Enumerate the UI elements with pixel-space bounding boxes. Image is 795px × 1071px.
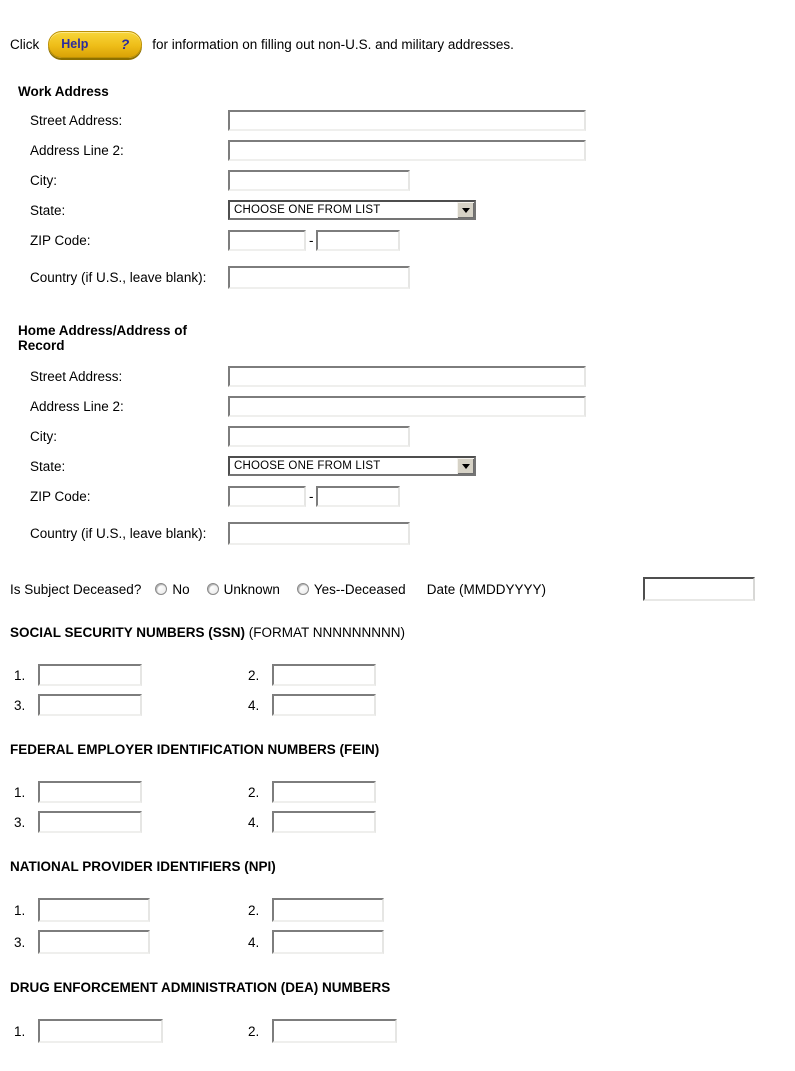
ssn-row-1	[10, 664, 795, 686]
ssn-3-number: 3.	[14, 697, 26, 713]
work-street-input[interactable]	[228, 110, 586, 131]
fein-cell-2	[248, 781, 482, 803]
zip-code-label: ZIP Code:	[30, 488, 91, 504]
deceased-no-label: No	[172, 581, 190, 597]
work-city-row	[10, 165, 795, 195]
npi-cell-4	[248, 930, 482, 954]
home-country-input[interactable]	[228, 522, 410, 545]
npi-cell-3	[14, 930, 248, 954]
home-zip-row	[10, 481, 795, 511]
ssn-2-input[interactable]	[272, 664, 376, 686]
dea-1-number: 1.	[14, 1023, 26, 1039]
work-zip-ext-input[interactable]	[316, 230, 400, 251]
deceased-unknown-label: Unknown	[223, 581, 280, 597]
ssn-cell-2	[248, 664, 482, 686]
work-zip-input[interactable]	[228, 230, 306, 251]
fein-row-2	[10, 811, 795, 833]
dropdown-arrow-icon[interactable]	[457, 202, 474, 218]
home-city-input[interactable]	[228, 426, 410, 447]
help-button[interactable]	[48, 31, 142, 58]
npi-3-input[interactable]	[38, 930, 150, 954]
ssn-4-number: 4.	[248, 697, 260, 713]
help-button-label: Help	[61, 37, 89, 51]
dea-cell-2	[248, 1019, 482, 1043]
home-state-select[interactable]	[228, 456, 476, 476]
dea-1-input[interactable]	[38, 1019, 163, 1043]
fein-1-input[interactable]	[38, 781, 142, 803]
home-state-selected-value: CHOOSE ONE FROM LIST	[234, 460, 381, 472]
npi-2-input[interactable]	[272, 898, 384, 922]
zip-dash-separator: -	[309, 232, 314, 248]
deceased-option-yes[interactable]	[297, 582, 406, 597]
zip-code-label: ZIP Code:	[30, 232, 91, 248]
npi-cell-1	[14, 898, 248, 922]
deceased-option-unknown[interactable]	[207, 582, 280, 597]
deceased-question-label: Is Subject Deceased?	[10, 581, 142, 597]
npi-1-number: 1.	[14, 902, 26, 918]
npi-row-1	[10, 898, 795, 922]
deceased-yes-label: Yes--Deceased	[313, 581, 406, 597]
npi-1-input[interactable]	[38, 898, 150, 922]
ssn-1-input[interactable]	[38, 664, 142, 686]
fein-3-number: 3.	[14, 814, 26, 830]
fein-cell-1	[14, 781, 248, 803]
dea-row-1	[10, 1019, 795, 1043]
state-label: State:	[30, 202, 66, 218]
dea-2-number: 2.	[248, 1023, 260, 1039]
deceased-option-no[interactable]	[155, 582, 189, 597]
intro-suffix-text: for information on filling out non-U.S. and military addresses.	[152, 36, 514, 52]
ssn-cell-4	[248, 694, 482, 716]
down-triangle-icon	[462, 208, 470, 213]
home-address-section	[10, 361, 795, 555]
deceased-unknown-radio[interactable]	[207, 583, 219, 595]
home-line2-row	[10, 391, 795, 421]
fein-cell-4	[248, 811, 482, 833]
dea-grid	[10, 1019, 795, 1043]
ssn-3-input[interactable]	[38, 694, 142, 716]
home-street-input[interactable]	[228, 366, 586, 387]
ssn-row-2	[10, 694, 795, 716]
deceased-row	[10, 575, 795, 603]
work-address-section	[10, 105, 795, 299]
ssn-heading-title: SOCIAL SECURITY NUMBERS (SSN)	[10, 625, 246, 640]
home-address-heading: Home Address/Address of Record	[18, 323, 188, 353]
fein-grid	[10, 781, 795, 833]
npi-4-number: 4.	[248, 934, 260, 950]
fein-4-input[interactable]	[272, 811, 376, 833]
question-mark-icon: ?	[120, 36, 130, 52]
work-line2-row	[10, 135, 795, 165]
deceased-date-input[interactable]	[643, 577, 755, 601]
work-address-heading: Work Address	[18, 84, 109, 99]
city-label: City:	[30, 428, 57, 444]
city-label: City:	[30, 172, 57, 188]
home-address-line2-input[interactable]	[228, 396, 586, 417]
fein-2-input[interactable]	[272, 781, 376, 803]
state-label: State:	[30, 458, 66, 474]
work-state-selected-value: CHOOSE ONE FROM LIST	[234, 204, 381, 216]
dea-2-input[interactable]	[272, 1019, 397, 1043]
work-country-input[interactable]	[228, 266, 410, 289]
fein-2-number: 2.	[248, 784, 260, 800]
ssn-cell-3	[14, 694, 248, 716]
address-line2-label: Address Line 2:	[30, 142, 124, 158]
dea-cell-1	[14, 1019, 248, 1043]
work-address-line2-input[interactable]	[228, 140, 586, 161]
fein-cell-3	[14, 811, 248, 833]
deceased-no-radio[interactable]	[155, 583, 167, 595]
address-line2-label: Address Line 2:	[30, 398, 124, 414]
zip-dash-separator: -	[309, 488, 314, 504]
npi-section-heading: NATIONAL PROVIDER IDENTIFIERS (NPI)	[10, 859, 276, 874]
help-intro-row	[10, 30, 795, 58]
dropdown-arrow-icon[interactable]	[457, 458, 474, 474]
dea-section-heading: DRUG ENFORCEMENT ADMINISTRATION (DEA) NUMBERS	[10, 980, 391, 995]
fein-3-input[interactable]	[38, 811, 142, 833]
work-country-row	[10, 255, 795, 299]
street-address-label: Street Address:	[30, 112, 123, 128]
fein-section-heading: FEDERAL EMPLOYER IDENTIFICATION NUMBERS (FEIN)	[10, 742, 380, 757]
npi-grid	[10, 898, 795, 954]
npi-row-2	[10, 930, 795, 954]
fein-row-1	[10, 781, 795, 803]
ssn-4-input[interactable]	[272, 694, 376, 716]
ssn-grid	[10, 664, 795, 716]
npi-cell-2	[248, 898, 482, 922]
deceased-date-label: Date (MMDDYYYY)	[426, 581, 546, 597]
work-state-select[interactable]	[228, 200, 476, 220]
home-country-row	[10, 511, 795, 555]
fein-1-number: 1.	[14, 784, 26, 800]
ssn-1-number: 1.	[14, 667, 26, 683]
down-triangle-icon	[462, 464, 470, 469]
work-zip-row	[10, 225, 795, 255]
deceased-yes-radio[interactable]	[297, 583, 309, 595]
country-label: Country (if U.S., leave blank):	[30, 525, 207, 541]
ssn-section-heading	[10, 625, 795, 640]
work-city-input[interactable]	[228, 170, 410, 191]
work-street-row	[10, 105, 795, 135]
home-city-row	[10, 421, 795, 451]
ssn-heading-format: (FORMAT NNNNNNNNN)	[248, 625, 406, 640]
home-zip-input[interactable]	[228, 486, 306, 507]
intro-prefix-text: Click	[10, 36, 40, 52]
street-address-label: Street Address:	[30, 368, 123, 384]
country-label: Country (if U.S., leave blank):	[30, 269, 207, 285]
npi-4-input[interactable]	[272, 930, 384, 954]
work-state-row	[10, 195, 795, 225]
home-state-row	[10, 451, 795, 481]
home-street-row	[10, 361, 795, 391]
home-zip-ext-input[interactable]	[316, 486, 400, 507]
ssn-2-number: 2.	[248, 667, 260, 683]
fein-4-number: 4.	[248, 814, 260, 830]
npi-2-number: 2.	[248, 902, 260, 918]
ssn-cell-1	[14, 664, 248, 686]
npi-3-number: 3.	[14, 934, 26, 950]
